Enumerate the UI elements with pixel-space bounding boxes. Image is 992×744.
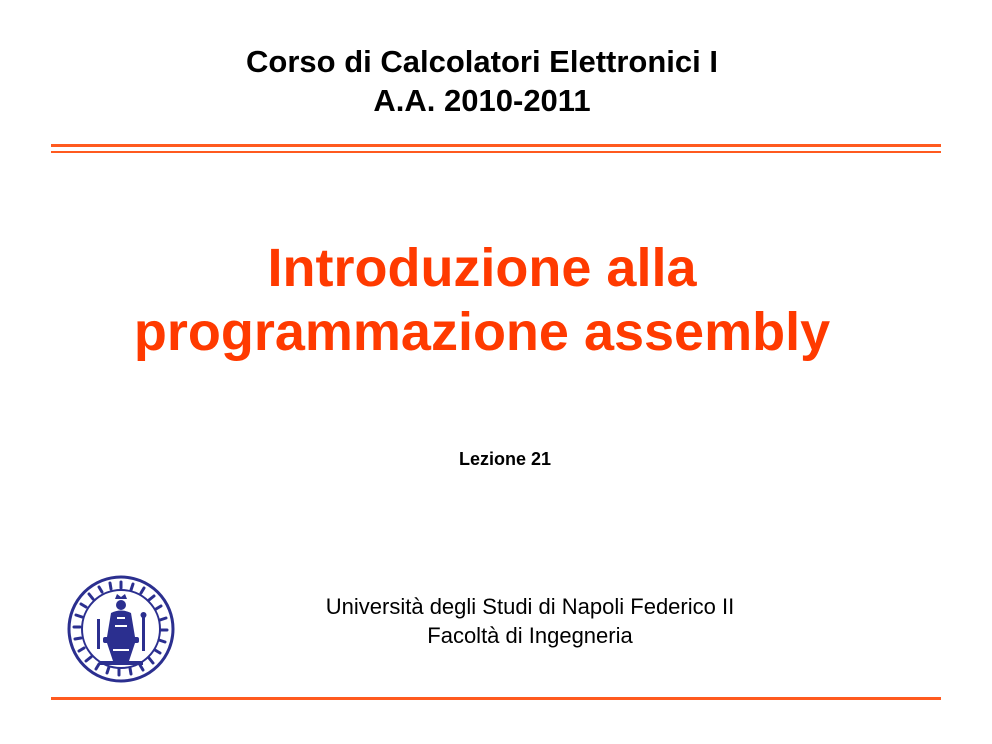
slide-title-line-1: Introduzione alla [267, 238, 697, 298]
course-header [0, 42, 964, 120]
university-seal-icon [67, 575, 175, 683]
header-divider-bottom [51, 151, 941, 153]
faculty-name: Facoltà di Ingegneria [427, 623, 633, 648]
university-name: Università degli Studi di Napoli Federico II [325, 594, 735, 619]
slide-title [0, 236, 964, 364]
footer-divider [51, 697, 941, 700]
lesson-number: Lezione 21 [459, 449, 552, 469]
course-title: Corso di Calcolatori Elettronici I [246, 44, 718, 79]
institution [260, 592, 800, 650]
academic-year: A.A. 2010-2011 [373, 83, 591, 118]
slide-title-line-2: programmazione assembly [133, 302, 831, 362]
header-divider-top [51, 144, 941, 147]
